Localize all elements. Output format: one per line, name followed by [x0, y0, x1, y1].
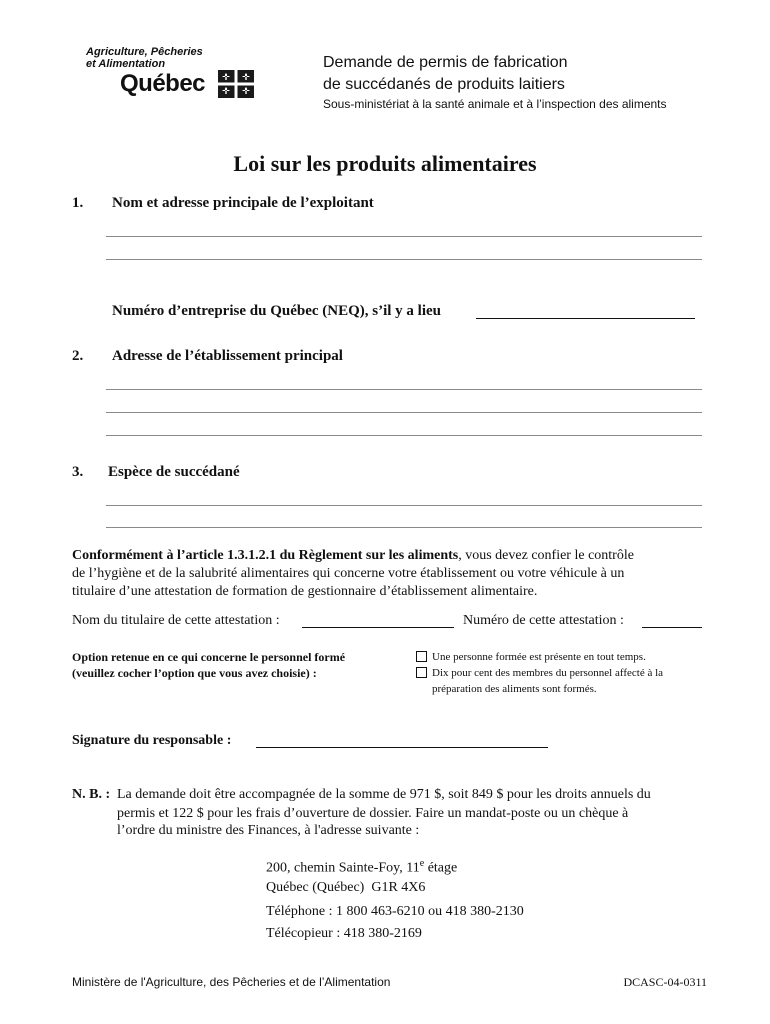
- option-always-present-checkbox[interactable]: [416, 651, 427, 662]
- substitute-type-field-2[interactable]: [106, 527, 702, 528]
- page-title: Loi sur les produits alimentaires: [233, 151, 537, 176]
- regulation-text-2: de l’hygiène et de la salubrité alimentaires qui concerne votre établissement ou votre véhicule à un: [72, 566, 625, 581]
- mailing-address: [266, 855, 524, 943]
- option-ten-percent-label-1: Dix pour cent des membres du personnel affecté à la: [432, 667, 664, 679]
- neq-label: Numéro d’entreprise du Québec (NEQ), s’il y a lieu: [112, 303, 442, 319]
- substitute-type-field-1[interactable]: [106, 505, 702, 506]
- section-2-label: Adresse de l’établissement principal: [112, 348, 343, 364]
- section-1-label: Nom et adresse principale de l’exploitant: [112, 195, 374, 211]
- address-phone: Téléphone : 1 800 463-6210 ou 418 380-2130: [266, 903, 524, 919]
- regulation-reference: Conformément à l’article 1.3.1.2.1 du Règlement sur les aliments: [72, 548, 459, 563]
- attestation-holder-label: Nom du titulaire de cette attestation :: [72, 613, 280, 628]
- establishment-address-field-1[interactable]: [106, 389, 702, 390]
- establishment-address-field-2[interactable]: [106, 412, 702, 413]
- neq-field[interactable]: [476, 318, 695, 319]
- option-always-present-label: Une personne formée est présente en tout temps.: [432, 651, 646, 663]
- address-street: 200, chemin Sainte-Foy, 11e étage: [266, 858, 458, 876]
- logo-line-1: Agriculture, Pêcheries: [86, 46, 203, 58]
- ministry-logo: [86, 46, 266, 102]
- section-2-number: 2.: [72, 348, 84, 364]
- nb-label: N. B. :: [72, 787, 111, 802]
- footer-form-code: DCASC-04-0311: [623, 975, 707, 989]
- form-title-line-1: Demande de permis de fabrication: [323, 54, 568, 71]
- footer-ministry: Ministère de l'Agriculture, des Pêcheries et de l’Alimentation: [72, 975, 391, 989]
- option-prompt-line-1: Option retenue en ce qui concerne le personnel formé: [72, 650, 346, 664]
- section-3-label: Espèce de succédané: [108, 464, 240, 480]
- form-title-line-2: de succédanés de produits laitiers: [323, 76, 565, 93]
- nb-text-line-2: permis et 122 $ pour les frais d’ouverture de dossier. Faire un mandat-poste ou un chèque à: [117, 806, 629, 821]
- signature-field[interactable]: [256, 747, 548, 748]
- regulation-text-3: titulaire d’une attestation de formation de gestionnaire d’établissement alimentaire.: [72, 584, 538, 599]
- establishment-address-field-3[interactable]: [106, 435, 702, 436]
- regulation-text-1: , vous devez confier le contrôle: [458, 548, 634, 563]
- option-prompt-line-2: (veuillez cocher l’option que vous avez choisie) :: [72, 666, 317, 680]
- option-ten-percent-checkbox[interactable]: [416, 667, 427, 678]
- address-city: Québec (Québec) G1R 4X6: [266, 879, 426, 895]
- address-fax: Télécopieur : 418 380-2169: [266, 925, 422, 941]
- nb-text-line-1: La demande doit être accompagnée de la somme de 971 $, soit 849 $ pour les droits annuels du: [117, 787, 651, 802]
- option-ten-percent-label-2: préparation des aliments sont formés.: [432, 683, 597, 695]
- section-3-number: 3.: [72, 464, 84, 480]
- regulation-paragraph: [72, 547, 712, 601]
- attestation-number-label: Numéro de cette attestation :: [463, 613, 624, 628]
- signature-label: Signature du responsable :: [72, 733, 232, 748]
- logo-line-2: et Alimentation: [86, 58, 166, 70]
- section-1-number: 1.: [72, 195, 84, 211]
- operator-name-field[interactable]: [106, 236, 702, 237]
- attestation-holder-field[interactable]: [302, 627, 454, 628]
- logo-quebec-wordmark: Québec: [120, 70, 206, 97]
- form-subtitle: Sous-ministériat à la santé animale et à l’inspection des aliments: [323, 97, 667, 111]
- attestation-number-field[interactable]: [642, 627, 702, 628]
- quebec-flag-icon: [218, 70, 254, 98]
- nb-text-line-3: l’ordre du ministre des Finances, à l'adresse suivante :: [117, 823, 420, 838]
- operator-address-field[interactable]: [106, 259, 702, 260]
